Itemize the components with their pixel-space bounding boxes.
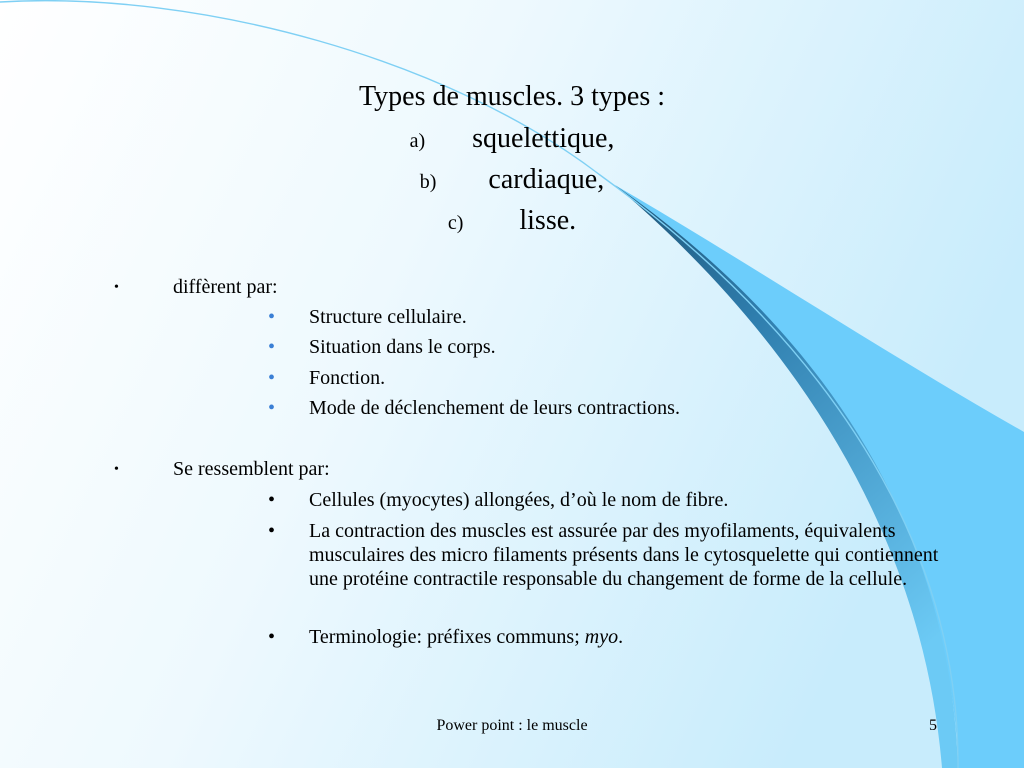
list-marker: b): [419, 171, 437, 193]
list-marker: c): [447, 212, 464, 234]
section-label: diffèrent par:: [173, 276, 278, 298]
title-heading: Types de muscles. 3 types :: [359, 81, 665, 112]
slide-title: [0, 80, 1024, 114]
bullet-icon: •: [268, 336, 276, 358]
list-item: [268, 625, 968, 649]
list-item: [268, 396, 968, 420]
list-marker: a): [409, 130, 426, 152]
list-item-text: Structure cellulaire.: [309, 306, 467, 328]
bullet-icon: •: [114, 462, 119, 477]
list-item: [268, 488, 968, 512]
bullet-icon: •: [268, 367, 276, 389]
terminology-end: .: [618, 626, 624, 648]
list-item-text: Mode de déclenchement de leurs contractions.: [309, 397, 680, 419]
list-item: [268, 305, 968, 329]
list-item-text: La contraction des muscles est assurée par des myofilaments, équivalents musculaires des micro filaments présents dans le cytosquelette qui contiennent une protéine contractile responsable du changement de forme de la cellule.: [309, 520, 939, 590]
prefix-emphasis: myo: [584, 626, 619, 648]
section-label: Se ressemblent par:: [173, 458, 330, 480]
muscle-type-label: lisse.: [519, 205, 577, 236]
muscle-type-label: squelettique,: [472, 123, 615, 154]
muscle-type-item: [0, 204, 1024, 240]
section-heading-differences: [114, 275, 278, 300]
bullet-icon: •: [268, 626, 276, 648]
bullet-icon: •: [114, 280, 119, 295]
muscle-type-item: [0, 122, 1024, 158]
bullet-icon: •: [268, 306, 276, 328]
list-item: [268, 366, 968, 390]
slide-footer: Power point : le muscle: [436, 717, 588, 734]
list-item-text: Fonction.: [309, 367, 386, 389]
terminology-text: Terminologie: préfixes communs;: [309, 626, 585, 648]
list-item-text: Cellules (myocytes) allongées, d’où le nom de fibre.: [309, 489, 729, 511]
bullet-icon: •: [268, 520, 276, 542]
list-item-text: Situation dans le corps.: [309, 336, 496, 358]
bullet-icon: •: [268, 397, 276, 419]
list-item-text: [309, 625, 968, 649]
section-heading-similarities: [114, 457, 330, 482]
muscle-type-item: [0, 163, 1024, 199]
list-item: [268, 519, 968, 591]
page-number: 5: [929, 717, 937, 734]
muscle-type-label: cardiaque,: [488, 164, 605, 195]
list-item: [268, 335, 968, 359]
bullet-icon: •: [268, 489, 276, 511]
